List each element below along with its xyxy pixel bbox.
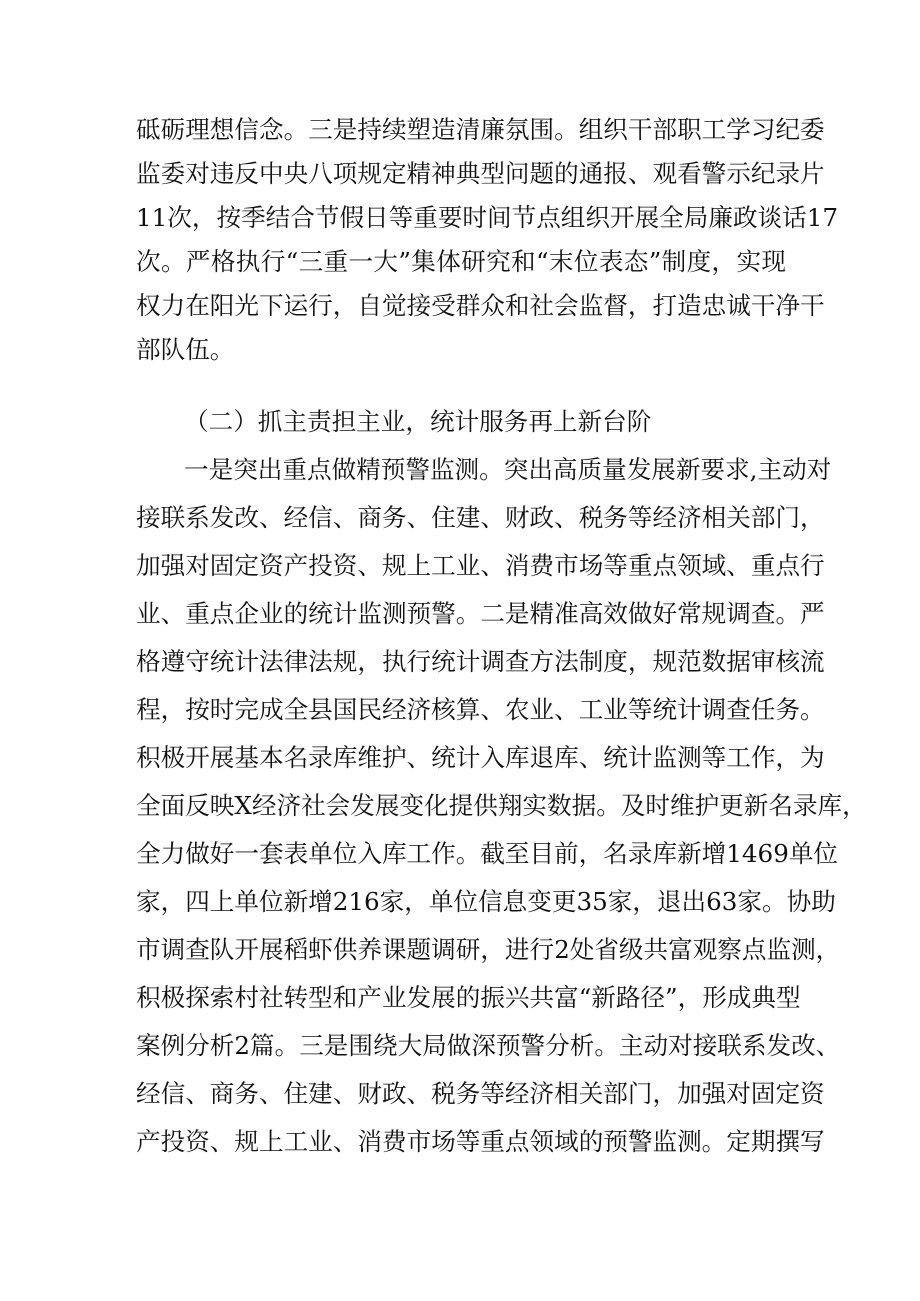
text-line: 业、重点企业的统计监测预警。二是精准高效做好常规调查。严 [136, 599, 825, 628]
text-line: 积极开展基本名录库维护、统计入库退库、统计监测等工作，为 [136, 743, 825, 772]
text-line: 产投资、规上工业、消费市场等重点领域的预警监测。定期撰写 [136, 1127, 825, 1156]
text-line: 砥砺理想信念。三是持续塑造清廉氛围。组织干部职工学习纪委 [136, 115, 825, 144]
text-line: 案例分析2篇。三是围绕大局做深预警分析。主动对接联系发改、 [136, 1031, 841, 1060]
text-line: 11次，按季结合节假日等重要时间节点组织开展全局廉政谈话17 [136, 203, 839, 232]
text-line: 市调查队开展稻虾供养课题调研，进行2处省级共富观察点监测， [136, 935, 841, 964]
section-heading: （二）抓主责担主业，统计服务再上新台阶 [184, 407, 652, 436]
text-line: 一是突出重点做精预警监测。突出高质量发展新要求,主动对 [184, 455, 832, 484]
text-line: 经信、商务、住建、财政、税务等经济相关部门，加强对固定资 [136, 1079, 825, 1108]
text-line: 全力做好一套表单位入库工作。截至目前，名录库新增1469单位 [136, 839, 839, 868]
text-line: 家，四上单位新增216家，单位信息变更35家，退出63家。协助 [136, 887, 836, 916]
text-line: 权力在阳光下运行，自觉接受群众和社会监督，打造忠诚干净干 [136, 291, 825, 320]
text-line: 监委对违反中央八项规定精神典型问题的通报、观看警示纪录片 [136, 159, 825, 188]
text-line: 加强对固定资产投资、规上工业、消费市场等重点领域、重点行 [136, 551, 825, 580]
text-line: 部队伍。 [136, 335, 235, 364]
text-line: 格遵守统计法律法规，执行统计调查方法制度，规范数据审核流 [136, 647, 825, 676]
text-line: 全面反映X经济社会发展变化提供翔实数据。及时维护更新名录库， [136, 791, 867, 820]
text-line: 次。严格执行“三重一大”集体研究和“末位表态”制度，实现 [136, 247, 786, 276]
text-line: 接联系发改、经信、商务、住建、财政、税务等经济相关部门， [136, 503, 825, 532]
text-line: 程，按时完成全县国民经济核算、农业、工业等统计调查任务。 [136, 695, 825, 724]
text-line: 积极探索村社转型和产业发展的振兴共富“新路径”，形成典型 [136, 983, 801, 1012]
